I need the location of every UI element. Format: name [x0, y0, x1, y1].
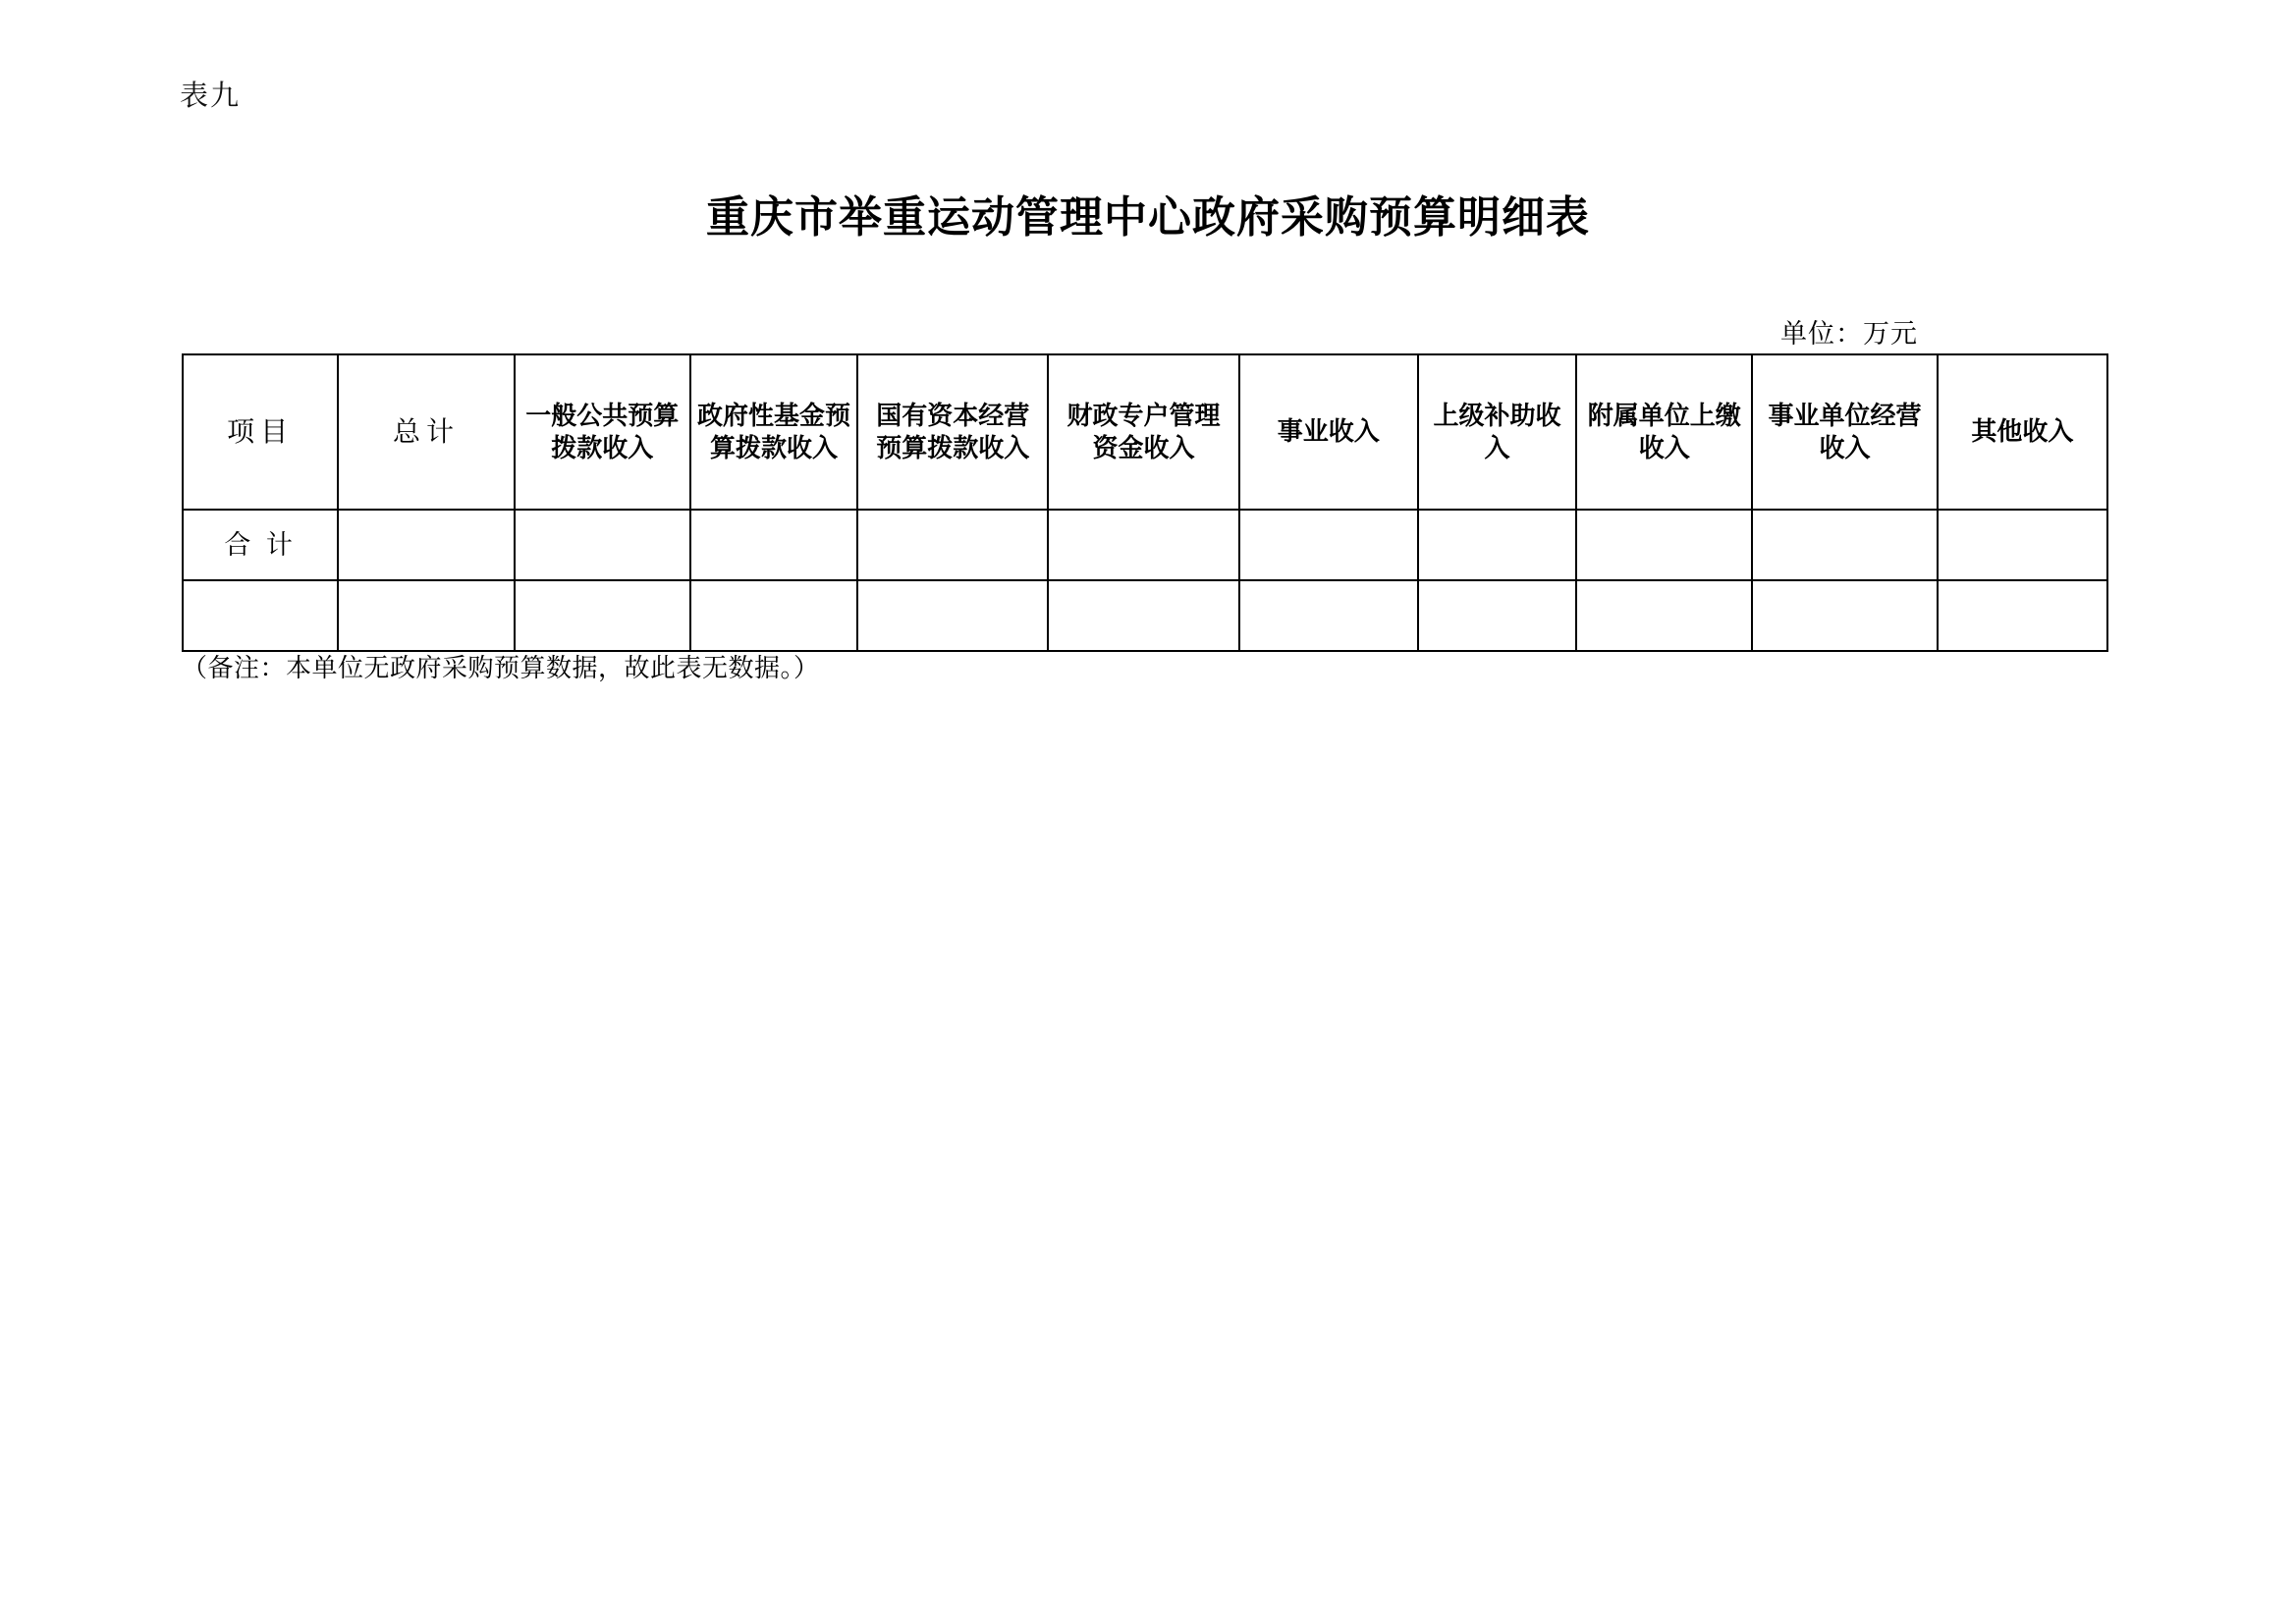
- table-header-cell-superior-subsidy: 上级补助收入: [1418, 354, 1576, 510]
- table-row-label-total: 合 计: [183, 510, 338, 580]
- table-cell: [1239, 580, 1418, 651]
- table-cell: [1938, 580, 2107, 651]
- table-header-cell-total: 总计: [338, 354, 514, 510]
- page-title: 重庆市举重运动管理中心政府采购预算明细表: [706, 193, 1590, 242]
- table-header-cell-subordinate-remittance: 附属单位上缴收入: [1576, 354, 1752, 510]
- table-cell: [857, 510, 1048, 580]
- table-header-cell-state-capital-budget: 国有资本经营预算拨款收入: [857, 354, 1048, 510]
- table-header-row: [183, 354, 2107, 510]
- table-cell: [515, 580, 690, 651]
- table-cell: [1418, 580, 1576, 651]
- sheet-label: 表九: [180, 81, 242, 112]
- table-row-label-empty: [183, 580, 338, 651]
- table-cell: [338, 510, 514, 580]
- table-header-cell-government-fund-budget: 政府性基金预算拨款收入: [690, 354, 857, 510]
- table-header-cell-item: 项目: [183, 354, 338, 510]
- table-header-cell-operating-income: 事业收入: [1239, 354, 1418, 510]
- table-cell: [690, 580, 857, 651]
- table-cell: [1048, 510, 1238, 580]
- unit-note: 单位：万元: [1780, 319, 1918, 349]
- table-row: [183, 510, 2107, 580]
- table-cell: [338, 580, 514, 651]
- table-cell: [690, 510, 857, 580]
- table-header-cell-fiscal-account-funds: 财政专户管理资金收入: [1048, 354, 1238, 510]
- table-remark: （备注：本单位无政府采购预算数据，故此表无数据。）: [182, 653, 820, 682]
- table-cell: [1239, 510, 1418, 580]
- table-cell: [1752, 580, 1937, 651]
- table-cell: [857, 580, 1048, 651]
- table-header-cell-other-income: 其他收入: [1938, 354, 2107, 510]
- table-header-cell-institution-business-income: 事业单位经营收入: [1752, 354, 1937, 510]
- table-cell: [1418, 510, 1576, 580]
- government-procurement-budget-table: [182, 353, 2108, 652]
- table-cell: [515, 510, 690, 580]
- table-header-cell-general-public-budget: 一般公共预算拨款收入: [515, 354, 690, 510]
- table-cell: [1938, 510, 2107, 580]
- table-cell: [1048, 580, 1238, 651]
- table-cell: [1752, 510, 1937, 580]
- table-cell: [1576, 580, 1752, 651]
- table-cell: [1576, 510, 1752, 580]
- table-row: [183, 580, 2107, 651]
- budget-table-wrapper: [182, 353, 2108, 652]
